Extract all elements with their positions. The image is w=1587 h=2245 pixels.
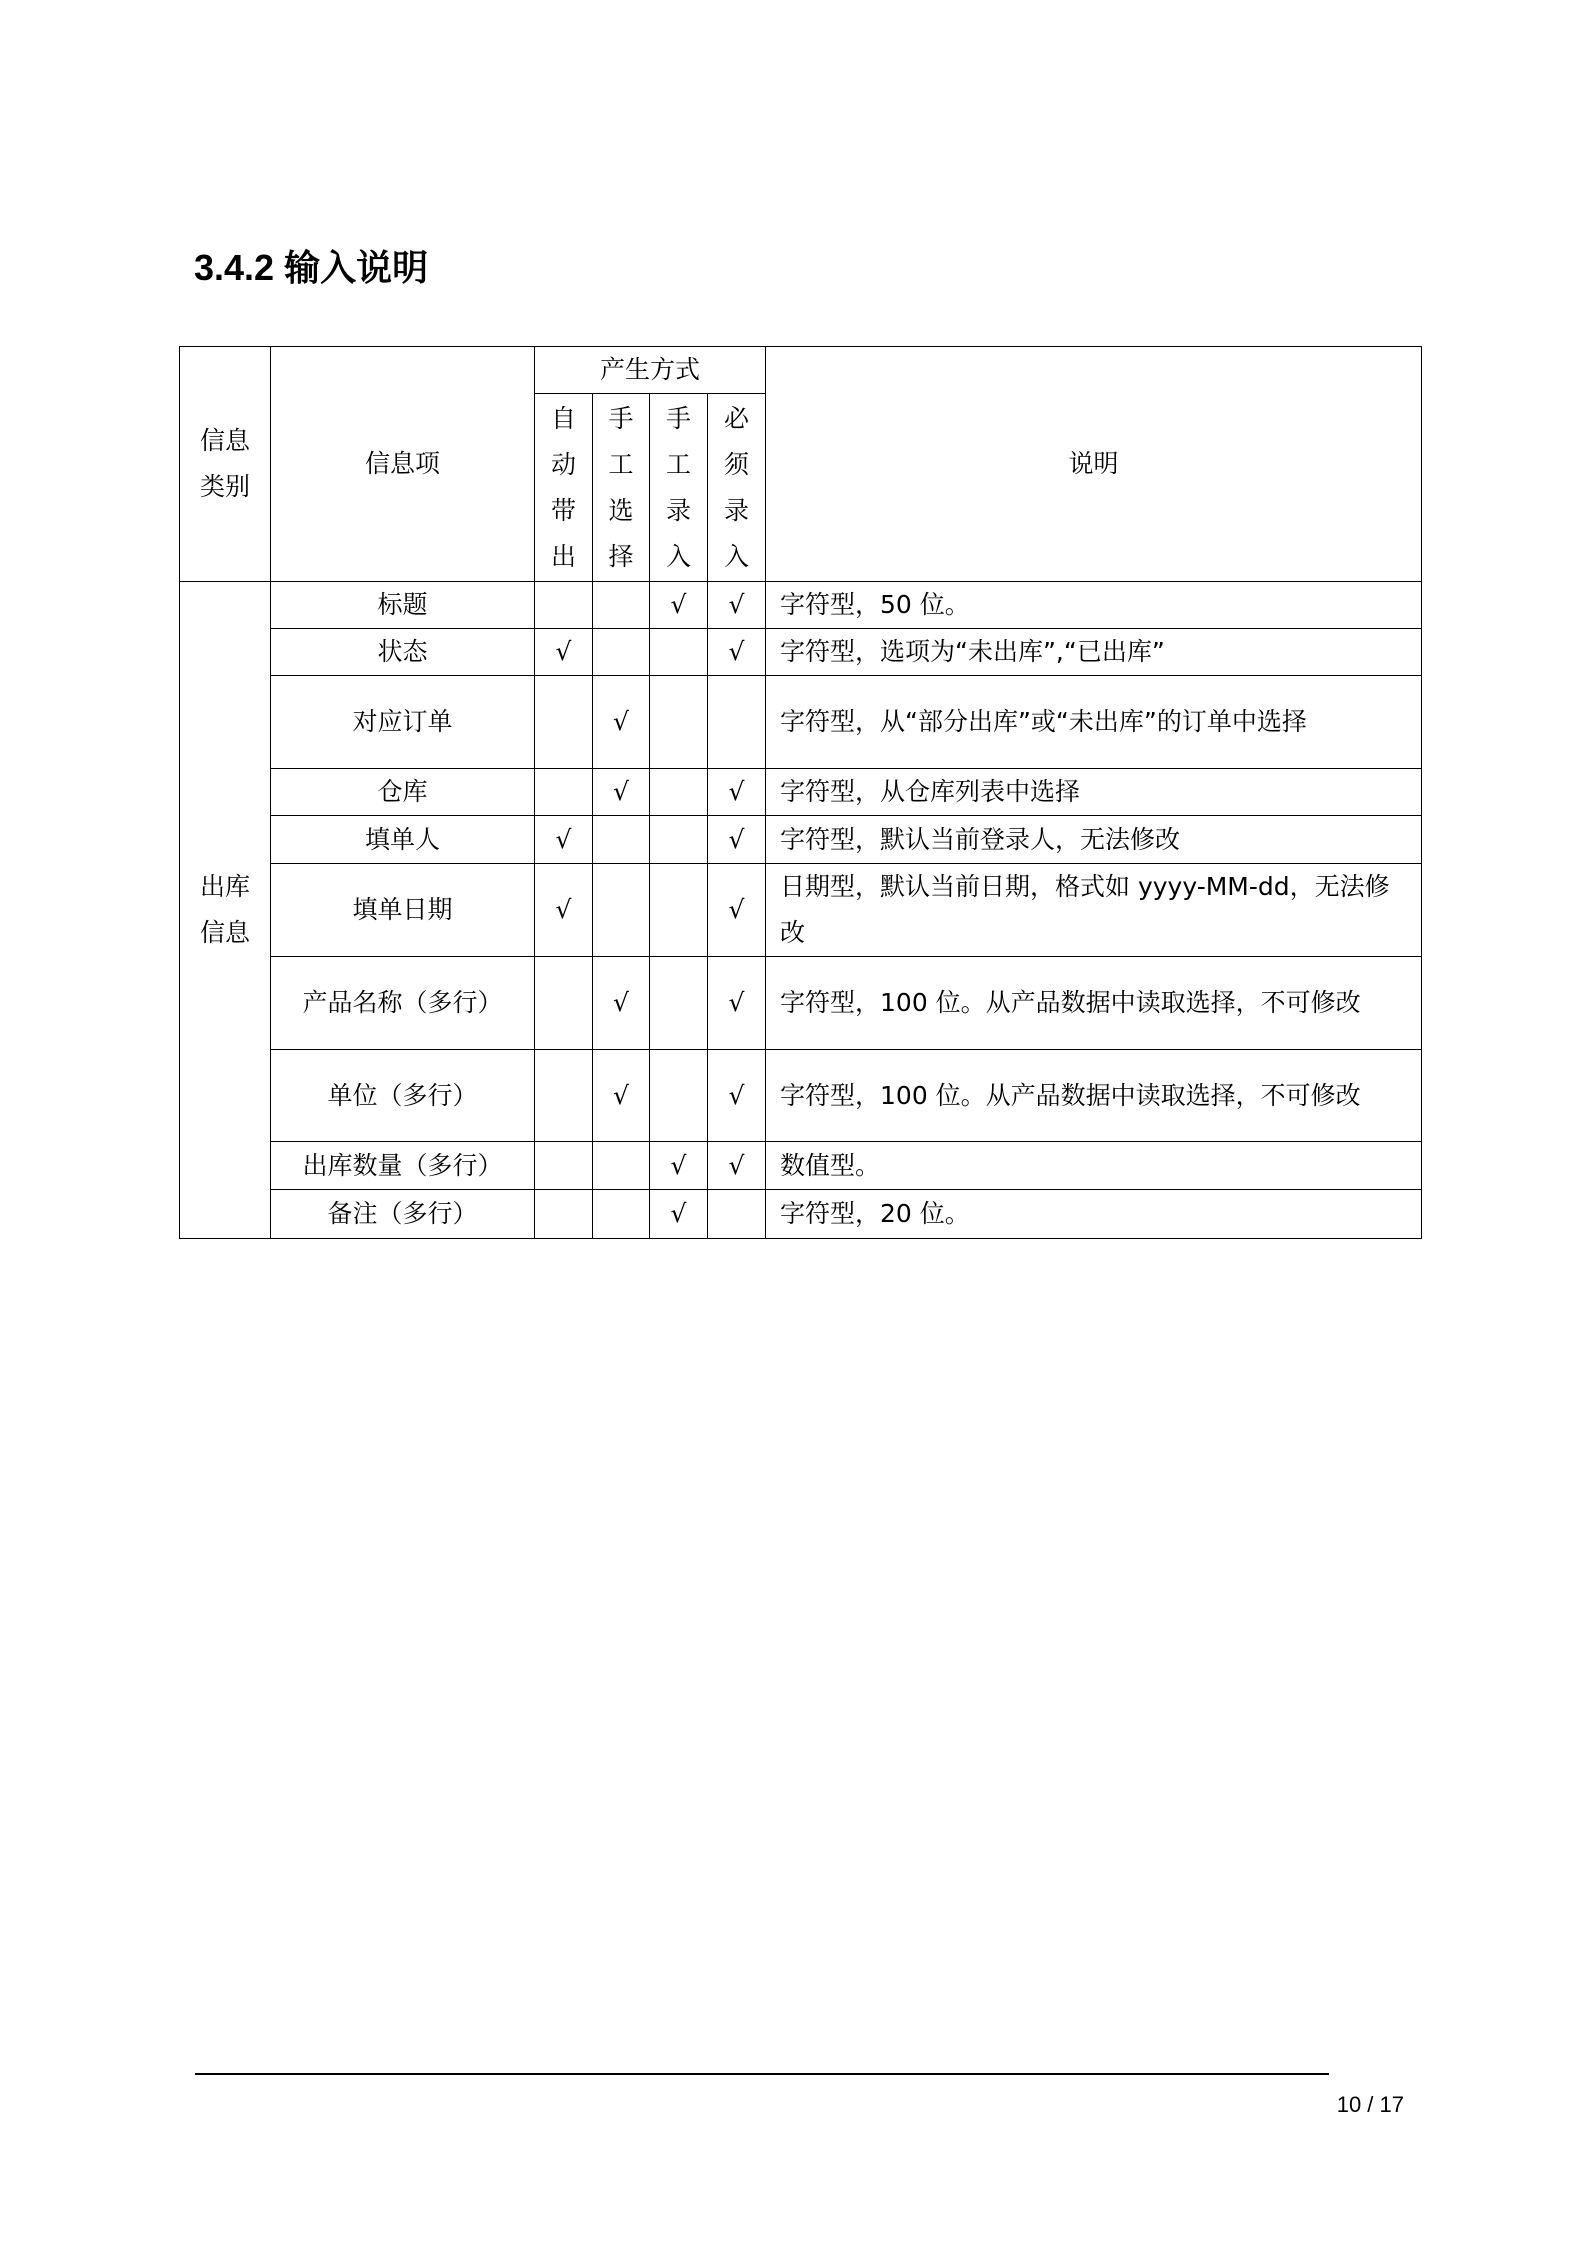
description-cell: 字符型，100 位。从产品数据中读取选择，不可修改: [766, 1050, 1422, 1142]
item-cell: 标题: [271, 582, 535, 629]
auto-cell: √: [535, 864, 593, 957]
description-cell: 字符型，20 位。: [766, 1190, 1422, 1239]
manual-entry-cell: [650, 769, 708, 816]
manual-select-cell: [593, 1142, 650, 1190]
section-heading: 3.4.2 输入说明: [194, 247, 429, 288]
auto-cell: √: [535, 816, 593, 864]
required-cell: √: [708, 957, 766, 1050]
header-category: 信息类别: [180, 347, 271, 582]
required-cell: [708, 1190, 766, 1239]
auto-cell: [535, 1050, 593, 1142]
manual-select-cell: [593, 1190, 650, 1239]
table-row: [180, 957, 1422, 1050]
header-method-group: 产生方式: [535, 347, 766, 394]
header-manual-entry: 手工录入: [650, 394, 708, 582]
manual-select-cell: [593, 629, 650, 676]
item-cell: 仓库: [271, 769, 535, 816]
table-row: [180, 864, 1422, 957]
description-cell: 字符型，从“部分出库”或“未出库”的订单中选择: [766, 676, 1422, 769]
auto-cell: [535, 1190, 593, 1239]
header-description: 说明: [766, 347, 1422, 582]
footer-divider: [195, 2073, 1329, 2075]
description-cell: 字符型，默认当前登录人，无法修改: [766, 816, 1422, 864]
auto-cell: [535, 676, 593, 769]
description-cell: 字符型，50 位。: [766, 582, 1422, 629]
manual-select-cell: [593, 816, 650, 864]
table-row: [180, 629, 1422, 676]
manual-select-cell: [593, 864, 650, 957]
description-cell: 字符型，100 位。从产品数据中读取选择，不可修改: [766, 957, 1422, 1050]
item-cell: 填单日期: [271, 864, 535, 957]
table-row: [180, 816, 1422, 864]
manual-entry-cell: [650, 816, 708, 864]
table-row: [180, 769, 1422, 816]
description-cell: 日期型，默认当前日期，格式如 yyyy-MM-dd，无法修改: [766, 864, 1422, 957]
header-manual-select: 手工选择: [593, 394, 650, 582]
table-row: [180, 1190, 1422, 1239]
required-cell: [708, 676, 766, 769]
item-cell: 备注（多行）: [271, 1190, 535, 1239]
item-cell: 状态: [271, 629, 535, 676]
manual-select-cell: √: [593, 676, 650, 769]
manual-entry-cell: [650, 957, 708, 1050]
item-cell: 对应订单: [271, 676, 535, 769]
required-cell: √: [708, 1050, 766, 1142]
description-cell: 字符型，选项为“未出库”,“已出库”: [766, 629, 1422, 676]
manual-select-cell: [593, 582, 650, 629]
auto-cell: √: [535, 629, 593, 676]
header-item: 信息项: [271, 347, 535, 582]
required-cell: √: [708, 582, 766, 629]
required-cell: √: [708, 816, 766, 864]
required-cell: √: [708, 864, 766, 957]
item-cell: 出库数量（多行）: [271, 1142, 535, 1190]
manual-select-cell: √: [593, 957, 650, 1050]
category-cell: 出库信息: [180, 582, 271, 1239]
required-cell: √: [708, 1142, 766, 1190]
description-cell: 字符型，从仓库列表中选择: [766, 769, 1422, 816]
required-cell: √: [708, 769, 766, 816]
table-row: [180, 1142, 1422, 1190]
auto-cell: [535, 1142, 593, 1190]
table-row: [180, 1050, 1422, 1142]
table-row: [180, 582, 1422, 629]
required-cell: √: [708, 629, 766, 676]
item-cell: 单位（多行）: [271, 1050, 535, 1142]
manual-entry-cell: [650, 629, 708, 676]
manual-entry-cell: √: [650, 1142, 708, 1190]
manual-entry-cell: [650, 1050, 708, 1142]
header-auto: 自动带出: [535, 394, 593, 582]
page-number: 10 / 17: [1336, 2092, 1404, 2117]
manual-select-cell: √: [593, 1050, 650, 1142]
auto-cell: [535, 957, 593, 1050]
manual-select-cell: √: [593, 769, 650, 816]
manual-entry-cell: [650, 864, 708, 957]
table-row: [180, 676, 1422, 769]
auto-cell: [535, 582, 593, 629]
item-cell: 填单人: [271, 816, 535, 864]
manual-entry-cell: √: [650, 1190, 708, 1239]
manual-entry-cell: [650, 676, 708, 769]
item-cell: 产品名称（多行）: [271, 957, 535, 1050]
description-cell: 数值型。: [766, 1142, 1422, 1190]
header-required: 必须录入: [708, 394, 766, 582]
auto-cell: [535, 769, 593, 816]
input-spec-table: [179, 346, 1422, 1239]
manual-entry-cell: √: [650, 582, 708, 629]
